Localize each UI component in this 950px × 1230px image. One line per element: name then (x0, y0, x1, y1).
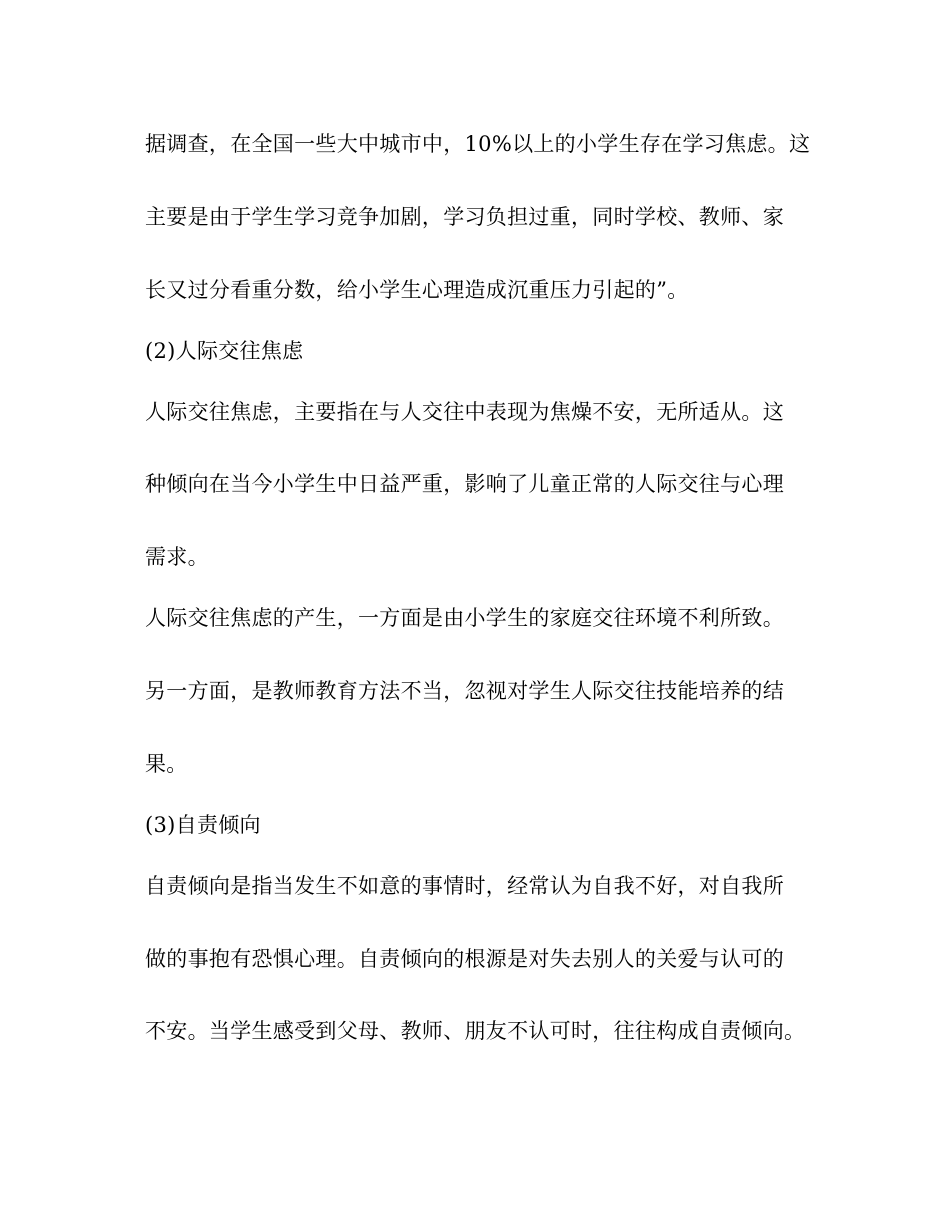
paragraph-line: 据调查，在全国一些大中城市中，10%以上的小学生存在学习焦虑。这 (145, 132, 811, 156)
section-heading: (3)自责倾向 (145, 813, 261, 837)
paragraph-line: 种倾向在当今小学生中日益严重，影响了儿童正常的人际交往与心理 (145, 472, 784, 496)
section-heading: (2)人际交往焦虑 (145, 339, 304, 363)
paragraph-line: 需求。 (145, 545, 209, 569)
paragraph-line: 人际交往焦虑，主要指在与人交往中表现为焦燥不安，无所适从。这 (145, 400, 784, 424)
paragraph-line: 主要是由于学生学习竞争加剧，学习负担过重，同时学校、教师、家 (145, 205, 784, 229)
paragraph-line: 人际交往焦虑的产生，一方面是由小学生的家庭交往环境不利所致。 (145, 606, 784, 630)
paragraph-line: 自责倾向是指当发生不如意的事情时，经常认为自我不好，对自我所 (145, 874, 784, 898)
paragraph-line: 做的事抱有恐惧心理。自责倾向的根源是对失去别人的关爱与认可的 (145, 947, 784, 971)
paragraph-line: 果。 (145, 752, 188, 776)
paragraph-line: 长又过分看重分数，给小学生心理造成沉重压力引起的”。 (145, 278, 689, 302)
paragraph-line: 不安。当学生感受到父母、教师、朋友不认可时，往往构成自责倾向。 (145, 1019, 806, 1043)
paragraph-line: 另一方面，是教师教育方法不当，忽视对学生人际交往技能培养的结 (145, 679, 784, 703)
